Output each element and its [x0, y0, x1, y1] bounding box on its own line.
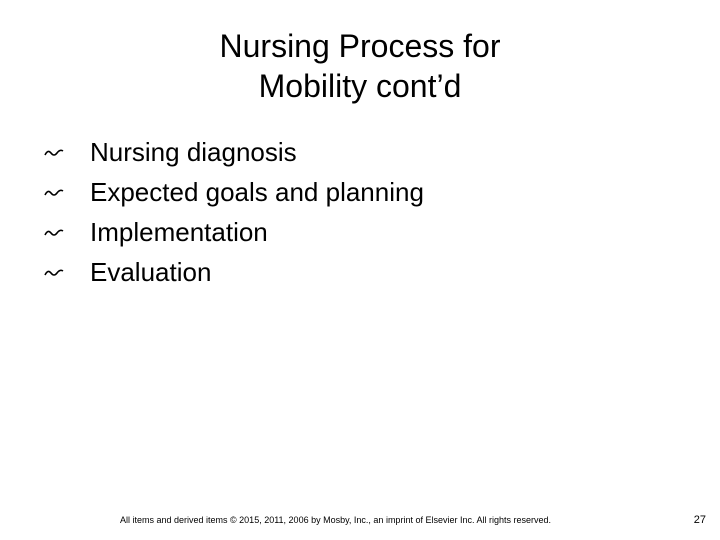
- wave-bullet-icon: [44, 268, 64, 278]
- bullet-text: Nursing diagnosis: [90, 137, 297, 167]
- slide-title-line-1: Nursing Process for: [219, 28, 501, 64]
- wave-bullet-icon: [44, 188, 64, 198]
- bullet-text: Implementation: [90, 217, 268, 247]
- bullet-text: Evaluation: [90, 257, 212, 287]
- bullet-item: [44, 212, 424, 252]
- bullet-text: Expected goals and planning: [90, 177, 424, 207]
- slide-title: [60, 26, 660, 106]
- bullet-item: [44, 172, 424, 212]
- copyright-footer: All items and derived items © 2015, 2011, 2006 by Mosby, Inc., an imprint of Elsevier Inc. All rights reserved.: [120, 515, 551, 525]
- wave-bullet-icon: [44, 228, 64, 238]
- bullet-item: [44, 132, 424, 172]
- wave-bullet-icon: [44, 148, 64, 158]
- slide-title-line-2: Mobility cont’d: [258, 68, 462, 104]
- page-number: 27: [693, 514, 706, 526]
- bullet-item: [44, 252, 424, 292]
- bullet-list: [44, 132, 424, 292]
